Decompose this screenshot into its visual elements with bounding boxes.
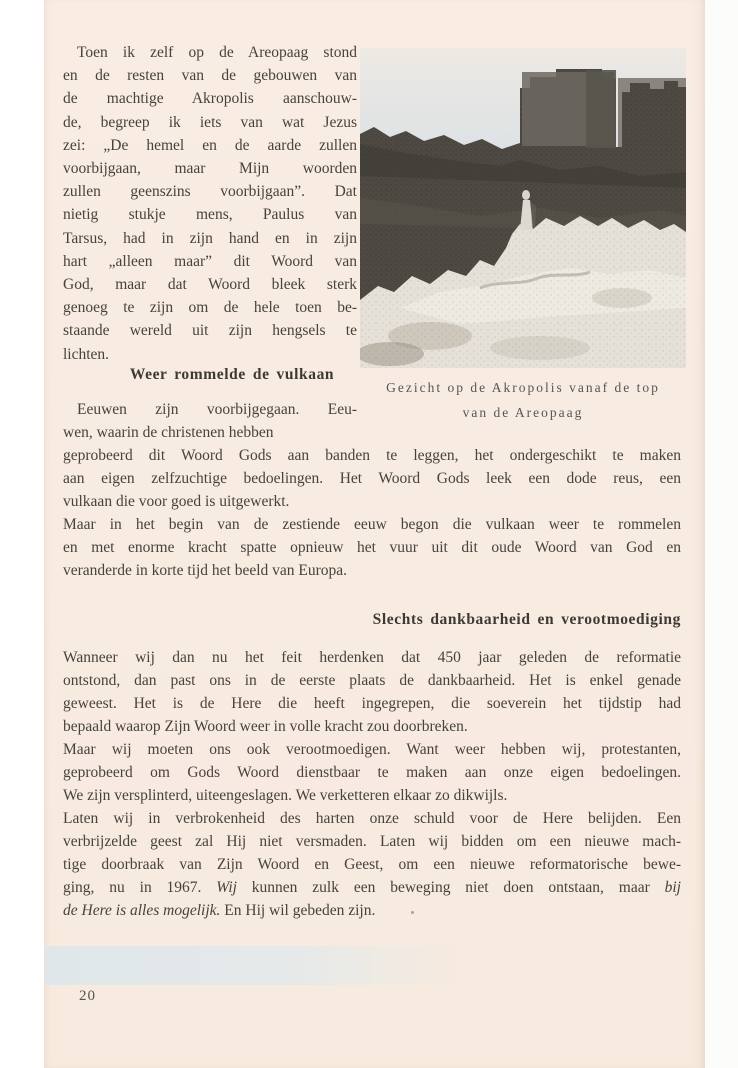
text-line: verbrijzelde geest zal Hij niet versmaden. Laten wij bidden om een nieuwe mach- (63, 833, 681, 850)
text-line: vulkaan die voor goed is uitgewerkt. (63, 493, 290, 510)
text-line: de machtige Akropolis aanschouw- (63, 90, 357, 108)
text-line: voorbijgaan, maar Mijn woorden (63, 160, 357, 178)
text-line: genoeg te zijn om de hele toen be- (63, 299, 357, 317)
text-line: de Here is alles mogelijk. En Hij wil gebeden zijn. (63, 902, 376, 919)
photo-caption (350, 375, 696, 425)
text-line: Maar in het begin van de zestiende eeuw begon die vulkaan weer te rommelen (63, 516, 681, 533)
text-line: wen, waarin de christenen hebben (63, 424, 274, 442)
text-line: de, begreep ik iets van wat Jezus (63, 113, 357, 131)
photo-caption-line1: Gezicht op de Akropolis vanaf de top (386, 380, 660, 395)
scan-margin-left (0, 0, 44, 1068)
text-line: God, maar dat Woord bleek sterk (63, 276, 357, 294)
text-line: zei: „De hemel en de aarde zullen (63, 136, 357, 154)
text-line: staande wereld uit zijn hengsels te (63, 322, 357, 340)
intro-paragraph (63, 41, 357, 366)
ink-speck-artifact (411, 911, 414, 914)
scan-band-artifact (45, 946, 485, 985)
text-line: Tarsus, had in zijn hand en in zijn (63, 229, 357, 247)
text-line: en de resten van de gebouwen van (63, 67, 357, 85)
text-line: hart „alleen maar” dit Woord van (63, 252, 357, 270)
text-line: Wanneer wij dan nu het feit herdenken dat 450 jaar geleden de reformatie (63, 649, 681, 666)
vulkaan-narrow-paragraph (63, 398, 357, 444)
text-line: Maar wij moeten ons ook verootmoedigen. Want weer hebben wij, protestanten, (63, 741, 681, 758)
scan-margin-right (705, 0, 738, 1068)
text-line: aan eigen zelfzuchtige bedoelingen. Het Woord Gods leek een dode reus, een (63, 470, 681, 487)
text-line: ging, nu in 1967. Wij kunnen zulk een beweging niet doen ontstaan, maar bij (63, 879, 681, 896)
akropolis-photo-graphic (360, 48, 686, 368)
text-line: ontstond, dan past ons in de eerste plaats de dankbaarheid. Het is enkel genade (63, 672, 681, 689)
akropolis-photo (360, 48, 686, 368)
text-line: Toen ik zelf op de Areopaag stond (77, 44, 357, 61)
text-line: zullen geenszins voorbijgaan”. Dat (63, 183, 357, 201)
text-line: Eeuwen zijn voorbijgegaan. Eeu- (77, 401, 357, 418)
text-line: We zijn versplinterd, uiteengeslagen. We verketteren elkaar zo dikwijls. (63, 787, 508, 804)
dankbaarheid-paragraph (63, 646, 681, 922)
section-heading-dankbaarheid: Slechts dankbaarheid en verootmoediging (372, 611, 681, 628)
section-heading-vulkaan: Weer rommelde de vulkaan (129, 366, 335, 383)
photo-caption-line2: van de Areopaag (462, 405, 584, 420)
text-line: en met enorme kracht spatte opnieuw het vuur uit dit oude Woord van God en (63, 539, 681, 556)
text-line: geweest. Het is de Here die heeft ingegrepen, die soeverein het tijdstip had (63, 695, 681, 712)
text-line: nietig stukje mens, Paulus van (63, 206, 357, 224)
text-line: veranderde in korte tijd het beeld van Europa. (63, 562, 348, 579)
text-line: geprobeerd dit Woord Gods aan banden te leggen, het ondergeschikt te maken (63, 447, 681, 464)
text-line: geprobeerd om Gods Woord dienstbaar te maken aan onze eigen bedoelingen. (63, 764, 681, 781)
text-line: tige doorbraak van Zijn Woord en Geest, om een nieuwe reformatorische bewe- (63, 856, 681, 873)
vulkaan-full-paragraph (63, 444, 681, 582)
text-line: lichten. (63, 345, 110, 363)
text-line: Laten wij in verbrokenheid des harten onze schuld voor de Here belijden. Een (63, 810, 681, 827)
page-number: 20 (79, 988, 96, 1004)
text-line: bepaald waarop Zijn Woord weer in volle kracht zou doorbreken. (63, 718, 468, 735)
